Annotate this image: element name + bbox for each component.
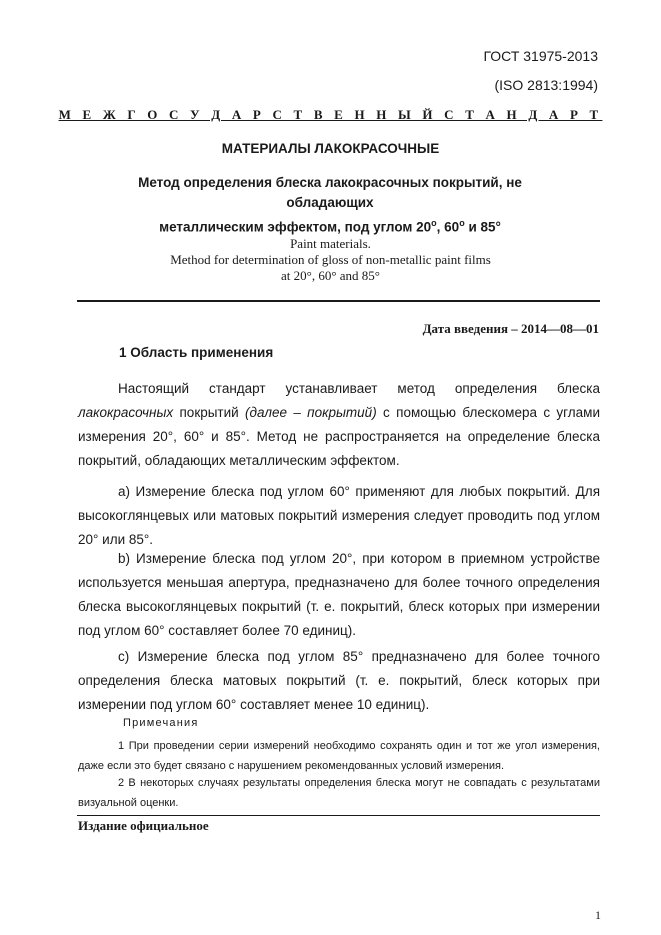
note-2: 2 В некоторых случаях результаты определения блеска могут не совпадать с результатами визуальной оценки.: [78, 777, 600, 809]
english-line-1: Paint materials.: [290, 236, 371, 251]
document-subtitle: [100, 173, 560, 238]
degree-mark-60: о: [459, 218, 465, 228]
subtitle-line-1: Метод определения блеска лакокрасочных покрытий, не обладающих: [138, 175, 522, 210]
scope-text-a: Настоящий стандарт устанавливает метод определения блеска: [118, 381, 600, 396]
official-edition-label: Издание официальное: [78, 818, 209, 833]
interstate-standard-label: М Е Ж Г О С У Д А Р С Т В Е Н Н Ы Й С Т А Н Д А Р Т: [58, 107, 603, 122]
introduction-date: Дата введения – 2014—08—01: [422, 321, 599, 336]
iso-reference: (ISO 2813:1994): [494, 77, 598, 93]
scope-text-italic-2: (далее – покрытий): [245, 405, 377, 420]
note-1: 1 При проведении серии измерений необходимо сохранять один и тот же угол измерения, даже если это будет связано с нарушением рекомендованных условий измерения.: [78, 740, 600, 772]
english-line-3: at 20°, 60° and 85°: [281, 268, 380, 283]
document-title: МАТЕРИАЛЫ ЛАКОКРАСОЧНЫЕ: [221, 141, 440, 156]
footer-divider: [77, 815, 600, 816]
item-a-paragraph: а) Измерение блеска под углом 60° применяют для любых покрытий. Для высокоглянцевых или матовых покрытий измерения следует проводить под углом 20° или 85°.: [78, 484, 600, 547]
subtitle-line-2a: металлическим эффектом, под углом 20: [159, 219, 432, 235]
scope-text-b: покрытий: [173, 405, 246, 420]
standard-code: ГОСТ 31975-2013: [483, 48, 598, 64]
section-heading: 1 Область применения: [119, 345, 274, 360]
scope-text-c: с помощью блескомера с углами измерения 20°, 60° и 85°. Метод не распространяется на определение блеска покрытий, обладающих металлическим эффектом.: [78, 405, 600, 468]
english-title: [0, 236, 661, 284]
english-line-2: Method for determination of gloss of non-metallic paint films: [170, 252, 491, 267]
notes-label: Примечания: [123, 717, 199, 729]
header-divider: [77, 300, 600, 302]
item-b-paragraph: b) Измерение блеска под углом 20°, при котором в приемном устройстве используется меньшая апертура, предназначено для более точного определения блеска высокоглянцевых покрытий (т. е. покрытий, блеск которых при измерении под углом 60° составляет более 70 единиц).: [78, 551, 600, 638]
subtitle-line-2c: и 85°: [464, 219, 501, 235]
scope-text-italic-1: лакокрасочных: [78, 405, 174, 420]
degree-mark-20: о: [431, 218, 437, 228]
subtitle-line-2b: , 60: [436, 219, 460, 235]
page-number: 1: [595, 908, 601, 922]
scope-paragraph: [78, 377, 600, 473]
item-c-paragraph: с) Измерение блеска под углом 85° предназначено для более точного определения блеска матовых покрытий (т. е. покрытий, блеск которых при измерении под углом 60° составляет менее 10 единиц).: [78, 649, 600, 712]
